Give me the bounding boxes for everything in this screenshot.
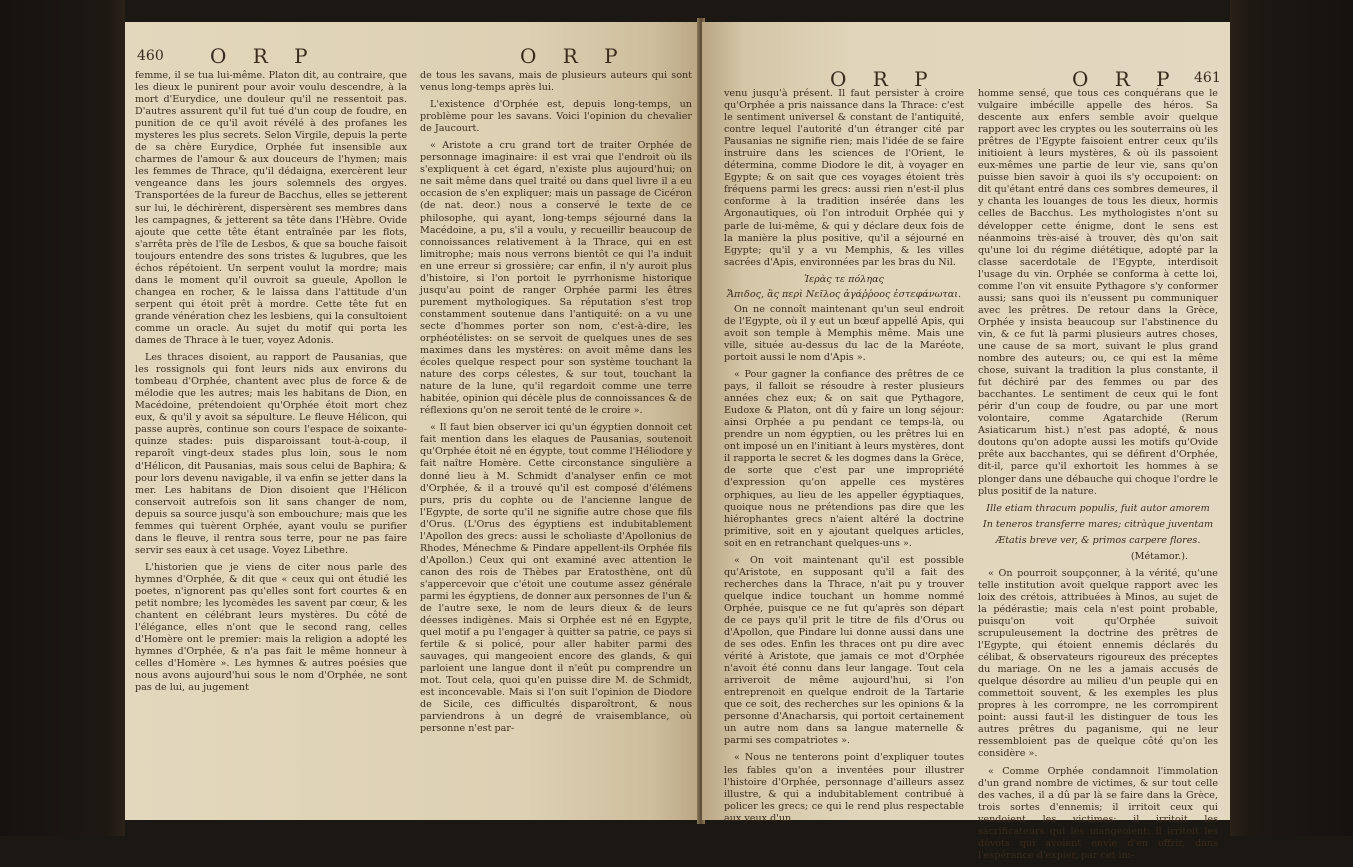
paragraph: Les thraces disoient, au rapport de Pausanias, que les rossignols qui font leurs nids aux environs du tombeau d'Orphée, chantent avec plus de force & de mélodie que les autres; mais les habitans de Dion, en Macédoine, prétendoient qu'Orphée étoit mort chez eux, & qu'il y avoit sa sépulture. Le fleuve Hélicon, qui passe auprès, continue son cours l'espace de soixante-quinze stades: puis disparoissant tout-à-coup, il reparoît vingt-deux stades plus loin, sous le nom d'Hélicon, dit Pausanias, mais sous celui de Baphira; & pour lors devenu navigable, il va enfin se jetter dans la mer. Les habitans de Dion disoient que l'Hélicon conservoit autrefois son lit sans changer de nom, depuis sa source jusqu'à son embouchure; mais que les femmes qui tuèrent Orphée, ayant voulu se purifier dans le fleuve, il rentra sous terre, pour ne pas faire servir ses eaux à cet usage. Voyez Libethre.: [135, 352, 407, 556]
page-number-right: 461: [1194, 70, 1221, 86]
paragraph: On ne connoît maintenant qu'un seul endroit de l'Egypte, où il y eut un bœuf appellé Apis, qui avoit son temple à Memphis même. Mais une ville, située au-dessus du lac de la Maréote, portoit aussi le nom d'Apis ».: [724, 303, 964, 363]
greek-verse: Ἱερὰς τε πόληας: [804, 273, 884, 285]
paragraph: L'historien que je viens de citer nous parle des hymnes d'Orphée, & dit que « ceux qui ont étudié les poetes, n'ignorent pas qu'elles sont fort courtes & en petit nombre; les lycomèdes les savent par cœur, & les chantent en célébrant leurs mystères. Du côté de l'élégance, elles n'ont que le second rang, celles d'Homère ont le premier: mais la religion a adopté les hymnes d'Orphée, & n'a pas fait le même honneur à celles d'Homère ». Les hymnes & autres poésies que nous avons aujourd'hui sous le nom d'Orphée, ne sont pas de lui, au jugement: [135, 561, 407, 694]
right-page-column-1: [724, 88, 964, 830]
right-page: [702, 22, 1230, 861]
book-edge-right: [1230, 0, 1353, 836]
running-head-left-b: O R P: [520, 44, 628, 68]
running-head-right-a: O R P: [830, 67, 938, 91]
paragraph: femme, il se tua lui-même. Platon dit, au contraire, que les dieux le punirent pour avoir voulu descendre, à la mort d'Eurydice, une douleur qu'il ne ressentoit pas. D'autres assurent qu'il fut tué d'un coup de foudre, en punition de ce qu'il avoit révélé à des profanes les mysteres les plus secrets. Selon Virgile, depuis la perte de sa chère Eurydice, Orphée fut insensible aux charmes de l'amour & aux douceurs de l'hymen; mais les femmes de Thrace, qu'il dédaigna, exercèrent leur vengeance dans les jours solemnels des orgyes. Transportées de la fureur de Bacchus, elles se jetterent sur lui, le déchirèrent, dispersèrent ses membres dans les campagnes, & jetterent sa tête dans l'Hèbre. Ovide ajoute que cette tête étant entraînée par les flots, s'arrêta près de l'île de Lesbos, & que sa bouche faisoit toujours entendre des sons tristes & lugubres, que les échos répétoient. Un serpent voulut la mordre; mais dans le moment qu'il ouvroit sa gueule, Apollon le changea en rocher, & le laissa dans l'attitude d'un serpent qui étoit prêt à mordre. Cette tête fut en grande vénération chez les lesbiens, qui la consultoient comme un oracle. Au sujet du motif qui porta les dames de Thrace à le tuer, voyez Adonis.: [135, 70, 407, 347]
verse-citation: (Métamor.).: [1130, 550, 1188, 562]
paragraph: de tous les savans, mais de plusieurs auteurs qui sont venus long-temps après lui.: [420, 70, 692, 94]
book-edge-left: [0, 0, 125, 836]
page-number-left: 460: [137, 48, 164, 64]
paragraph: « Nous ne tenterons point d'expliquer toutes les fables qu'on a inventées pour illustrer l'histoire d'Orphée, personnage d'ailleurs assez illustre, & qui a indubitablement contribué à policer les grecs; ce qui le rend plus respectable aux yeux d'un: [724, 752, 964, 824]
paragraph: venu jusqu'à présent. Il faut persister à croire qu'Orphée a pris naissance dans la Thrace: c'est le sentiment universel & constant de l'antiquité, contre lequel l'autorité d'un étranger cité par Pausanias ne signifie rien; mais l'idée de se faire instruire dans les sciences de l'Orient, le détermina, comme Diodore le dit, à voyager en Egypte; & on sait que ces voyages étoient très fréquens parmi les grecs: aussi rien n'est-il plus conforme à la tradition insérée dans les Argonautiques, où l'on introduit Orphée qui y parle de lui-même, & qui y déclare deux fois de la manière la plus positive, qu'il a séjourné en Egypte; qu'il y a vu Memphis, & les villes sacrées d'Apis, environnées par les bras du Nil.: [724, 88, 964, 268]
paragraph: homme sensé, que tous ces conquérans que le vulgaire imbécille appelle des héros. Sa descente aux enfers semble avoir quelque rapport avec les cryptes ou les souterrains où les prêtres de l'Egypte faisoient entrer ceux qu'ils initioient à leurs mystères, & où ils passoient eux-mêmes une partie de leur vie, sans qu'on puisse bien savoir à quoi ils s'y occupoient: on dit qu'étant entré dans ces sombres demeures, il y chanta les louanges de tous les dieux, hormis celles de Bacchus. Les mythologistes n'ont su développer cette énigme, dont le sens est néanmoins très-aisé à trouver, dès qu'on sait qu'une loi du régime diététique, adopté par la classe sacerdotale de l'Egypte, interdisoit l'usage du vin. Orphée se conforma à cette loi, comme l'on vit ensuite Pythagore s'y conformer aussi; sans quoi ils n'eussent pu communiquer avec les prêtres. De retour dans la Grèce, Orphée y insista beaucoup sur l'abstinence du vin, & ce fut là parmi plusieurs autres choses, une cause de sa mort, suivant le plus grand nombre des auteurs; ou, ce qui est la même chose, suivant la tradition la plus constante, il fut déchiré par des femmes ou par des bacchantes. Le sentiment de ceux qui le font périr d'un coup de foudre, ou par une mort volontaire, comme Agatarchide (Rerum Asiaticarum hist.) n'est pas adopté, & nous doutons qu'on adopte aussi les motifs qu'Ovide prête aux bacchantes, qui se défirent d'Orphée, dit-il, parce qu'il exhortoit les hommes à se plonger dans une débauche qui choque l'ordre le plus positif de la nature.: [978, 88, 1218, 497]
paragraph: « Comme Orphée condamnoit l'immolation d'un grand nombre de victimes, & sur tout celle des vaches, il a dû par là se faire dans la Grèce, trois sortes d'ennemis; il irritoit ceux qui vendoient les victimes; il irritoit les sacrificateurs qui les mangeoient: il irritoit les dévots qui avoient envie d'en offrir, dans l'espérance d'expier, par cet im-: [978, 765, 1218, 861]
greek-verse: Ἄπιδος, ἃς περὶ Νεῖλος ἀγάῤῥοος ἐστεφάνωται.: [726, 288, 962, 300]
paragraph: « Pour gagner la confiance des prêtres de ce pays, il falloit se résoudre à rester plusieurs années chez eux; & on sait que Pythagore, Eudoxe & Platon, ont dû y faire un long séjour: ainsi Orphée a pu pendant ce temps-là, ou prendre un nom égyptien, ou les prêtres lui en ont imposé un en l'initiant à leurs mystères, dont il rapporta le secret & les dogmes dans la Grèce, de sorte que c'est par une impropriété d'expression qu'on appelle ces mystères orphiques, au lieu de les appeller égyptiaques, quoique nous ne prétendions pas dire que les hiérophantes grecs n'aient altéré la doctrine primitive, soit en y ajoutant quelques articles, soit en en retranchant quelques-uns ».: [724, 369, 964, 549]
paragraph: « On pourroit soupçonner, à la vérité, qu'une telle institution avoit quelque rapport avec les loix des crétois, attribuées à Minos, au sujet de la pédérastie; mais cela n'est point probable, puisqu'on voit qu'Orphée suivoit scrupuleusement la doctrine des prêtres de l'Egypte, qui étoient ennemis déclarés du célibat, & observateurs rigoureux des préceptes du mariage. On ne les a jamais accusés de quelque désordre au milieu d'un peuple qui en commettoit souvent, & les exemples les plus propres à les corrompre, ne les corrompirent point: aussi faut-il les distinguer de tous les autres prêtres du paganisme, qui ne leur ressembloient pas de quelque côté qu'on les considère ».: [978, 567, 1218, 760]
paragraph: « Il faut bien observer ici qu'un égyptien donnoit cet fait mention dans les elaques de Pausanias, soutenoit qu'Orphée étoit né en égypte, tout comme l'Héliodore y fait naître Homère. Cette circonstance singulière a donné lieu à M. Schmidt d'analyser enfin ce mot d'Orphée, & il a trouvé qu'il est composé d'élémens purs, pris du cophte ou de l'ancienne langue de l'Egypte, de sorte qu'il ne signifie autre chose que fils d'Orus. (L'Orus des égyptiens est indubitablement l'Apollon des grecs: aussi le scholiaste d'Apollonius de Rhodes, Ménechme & Pindare appellent-ils Orphée fils d'Apollon.) Ceux qui ont examiné avec attention le canon des rois de Thèbes par Eratosthène, ont dû s'appercevoir que c'étoit une coutume assez générale parmi les égyptiens, de donner aux personnes de l'un & de l'autre sexe, le nom de leurs dieux & de leurs déesses indigènes. Mais si Orphée est né en Egypte, quel motif a pu l'engager à quitter sa patrie, ce pays si fertile & si policé, pour aller habiter parmi des sauvages, qui mangeoient encore des glands, & qui parloient une langue dont il n'eût pu comprendre un mot. Tout cela, quoi qu'en puisse dire M. de Schmidt, est inconcevable. Mais si l'on suit l'opinion de Diodore de Sicile, ces difficultés disparoîtront, & nous parviendrons à un degré de vraisemblance, où personne n'est par-: [420, 422, 693, 735]
latin-verse: Ætatis breve ver, & primos carpere flores.: [995, 534, 1201, 546]
paragraph: « Aristote a cru grand tort de traiter Orphée de personnage imaginaire: il est vrai que l'endroit où ils s'expliquent à cet égard, n'existe plus aujourd'hui; on ne sait même dans quel traité ou dans quel livre il a eu occasion de s'en expliquer; mais un passage de Cicéron (de nat. deor.) nous a conservé le texte de ce philosophe, qui ayant, long-temps séjourné dans la Macédoine, a pu, s'il a voulu, y recueillir beaucoup de connoissances relativement à la Thrace, qui en est limitrophe; mais nous verrons bientôt ce qui l'a induit en une erreur si grossière; car enfin, il n'y auroit plus d'histoire, si l'on portoit le pyrrhonisme historique jusqu'au point de ranger Orphée parmi les êtres purement mythologiques. Sa réputation s'est trop constamment soutenue dans l'antiquité: on a vu une secte d'hommes porter son nom, c'est-à-dire, les orphéotélistes: on se servoit de quelques unes de ses maximes dans les mystères: on avoit même dans les écoles quelque respect pour son système touchant la nature des corps célestes, & sur tout, touchant la nature de la lune, qu'il regardoit comme une terre habitée, opinion qui décèle plus de connoissances & de réflexions qu'on ne seroit tenté de le croire ».: [420, 140, 692, 417]
latin-verse: Ille etiam thracum populis, fuit autor amorem: [986, 502, 1210, 514]
left-page: [125, 22, 700, 820]
paragraph: « On voit maintenant qu'il est possible qu'Aristote, en supposant qu'il a fait des recherches dans la Thrace, n'ait pu y trouver quelque indice touchant un homme nommé Orphée, puisque ce ne fut qu'après son départ de ce pays qu'il prit le titre de fils d'Orus ou d'Apollon, que Pindare lui donne aussi dans une de ses odes. Enfin les thraces ont pu dire avec vérité à Aristote, que jamais ce mot d'Orphée n'avoit été connu dans leur langage. Tout cela arriveroit de même aujourd'hui, si l'on entreprenoit en quelque endroit de la Tartarie que ce soit, des recherches sur les opinions & la personne d'Anacharsis, qui portoit certainement un autre nom dans sa langue maternelle & parmi ses compatriotes ».: [724, 554, 964, 747]
running-head-left-a: O R P: [210, 44, 318, 68]
latin-verse: In teneros transferre mares; citràque juventam: [982, 518, 1214, 530]
left-page-column-2: [420, 70, 692, 741]
paragraph: L'existence d'Orphée est, depuis long-temps, un problème pour les savans. Voici l'opinion du chevalier de Jaucourt.: [420, 99, 692, 135]
right-page-column-2: [978, 88, 1218, 867]
running-head-right-b: O R P: [1072, 67, 1180, 91]
left-page-column-1: [135, 70, 407, 699]
